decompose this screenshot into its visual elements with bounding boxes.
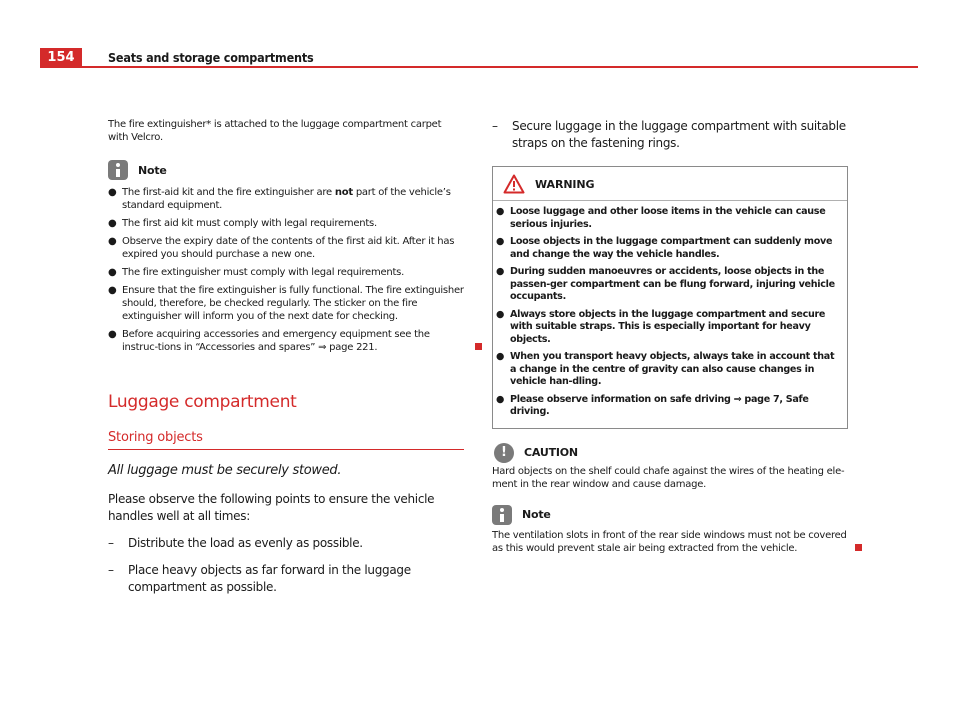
list-item: ● Ensure that the fire extinguisher is fully functional. The fire extinguisher should, therefore, be checked regularly. The sticker on the fire extinguisher will inform you of the next date for checking. [108, 285, 464, 322]
caution-title: CAUTION [524, 446, 578, 459]
intro-statement: All luggage must be securely stowed. [108, 463, 342, 478]
note-list [108, 186, 464, 354]
note-heading [108, 160, 464, 180]
caution-text: Hard objects on the shelf could chafe against the wires of the heating ele-ment in the rear window and cause damage. [492, 465, 845, 490]
subsection-title: Storing objects [108, 430, 464, 450]
note-title: Note [138, 163, 167, 177]
list-item: – Secure luggage in the luggage compartment with suitable straps on the fastening rings. [492, 119, 846, 150]
info-icon [108, 160, 128, 180]
list-item: ● Always store objects in the luggage compartment and secure with suitable straps. This is especially important for heavy objects. [496, 308, 826, 345]
list-item: ● Please observe information on safe driving ⇒ page 7, Safe driving. [496, 393, 809, 417]
list-item: – Distribute the load as evenly as possible. [108, 536, 363, 550]
fire-extinguisher-paragraph: The fire extinguisher* is attached to the luggage compartment carpet with Velcro. [108, 119, 442, 143]
section-title: Luggage compartment [108, 392, 297, 412]
list-item: ● The fire extinguisher must comply with legal requirements. [108, 267, 405, 278]
list-item: ● When you transport heavy objects, always take in account that a change in the centre of gravity can also cause changes in vehicle han-dling. [496, 351, 835, 387]
body-paragraph: Please observe the following points to ensure the vehicle handles well at all times: [108, 492, 435, 523]
page-number: 154 [40, 48, 82, 68]
warning-triangle-icon [503, 174, 525, 194]
list-item: ● The first-aid kit and the fire extinguisher are not part of the vehicle’s standard equipment. [108, 187, 451, 211]
list-item: ● Observe the expiry date of the contents of the first aid kit. After it has expired you should purchase a new one. [108, 236, 455, 260]
left-column [108, 118, 464, 596]
warning-title: WARNING [535, 177, 595, 191]
chapter-title: Seats and storage compartments [108, 50, 314, 65]
section-end-marker [855, 544, 862, 551]
caution-heading [492, 443, 848, 463]
warning-list [493, 201, 847, 428]
list-item: ● Loose luggage and other loose items in the vehicle can cause serious injuries. [496, 206, 826, 230]
list-item: ● During sudden manoeuvres or accidents, loose objects in the passen-ger compartment can be flung forward, injuring vehicle occupants. [496, 266, 835, 302]
header-divider [40, 66, 918, 68]
note-heading [492, 505, 848, 525]
info-icon [492, 505, 512, 525]
list-item: ● Before acquiring accessories and emergency equipment see the instruc-tions in “Accessories and spares” ⇒ page 221. [108, 328, 464, 354]
note-text: The ventilation slots in front of the rear side windows must not be covered as this would prevent stale air being extracted from the vehicle. [492, 529, 848, 555]
list-item: ● The first aid kit must comply with legal requirements. [108, 218, 377, 229]
section-end-marker [475, 343, 482, 350]
caution-icon: ! [494, 443, 514, 463]
list-item: – Place heavy objects as far forward in the luggage compartment as possible. [108, 563, 411, 594]
warning-heading [493, 167, 847, 201]
note-title: Note [522, 508, 551, 521]
warning-box [492, 166, 848, 429]
list-item: ● Loose objects in the luggage compartment can suddenly move and change the way the vehicle handles. [496, 236, 833, 260]
right-column [492, 118, 848, 555]
